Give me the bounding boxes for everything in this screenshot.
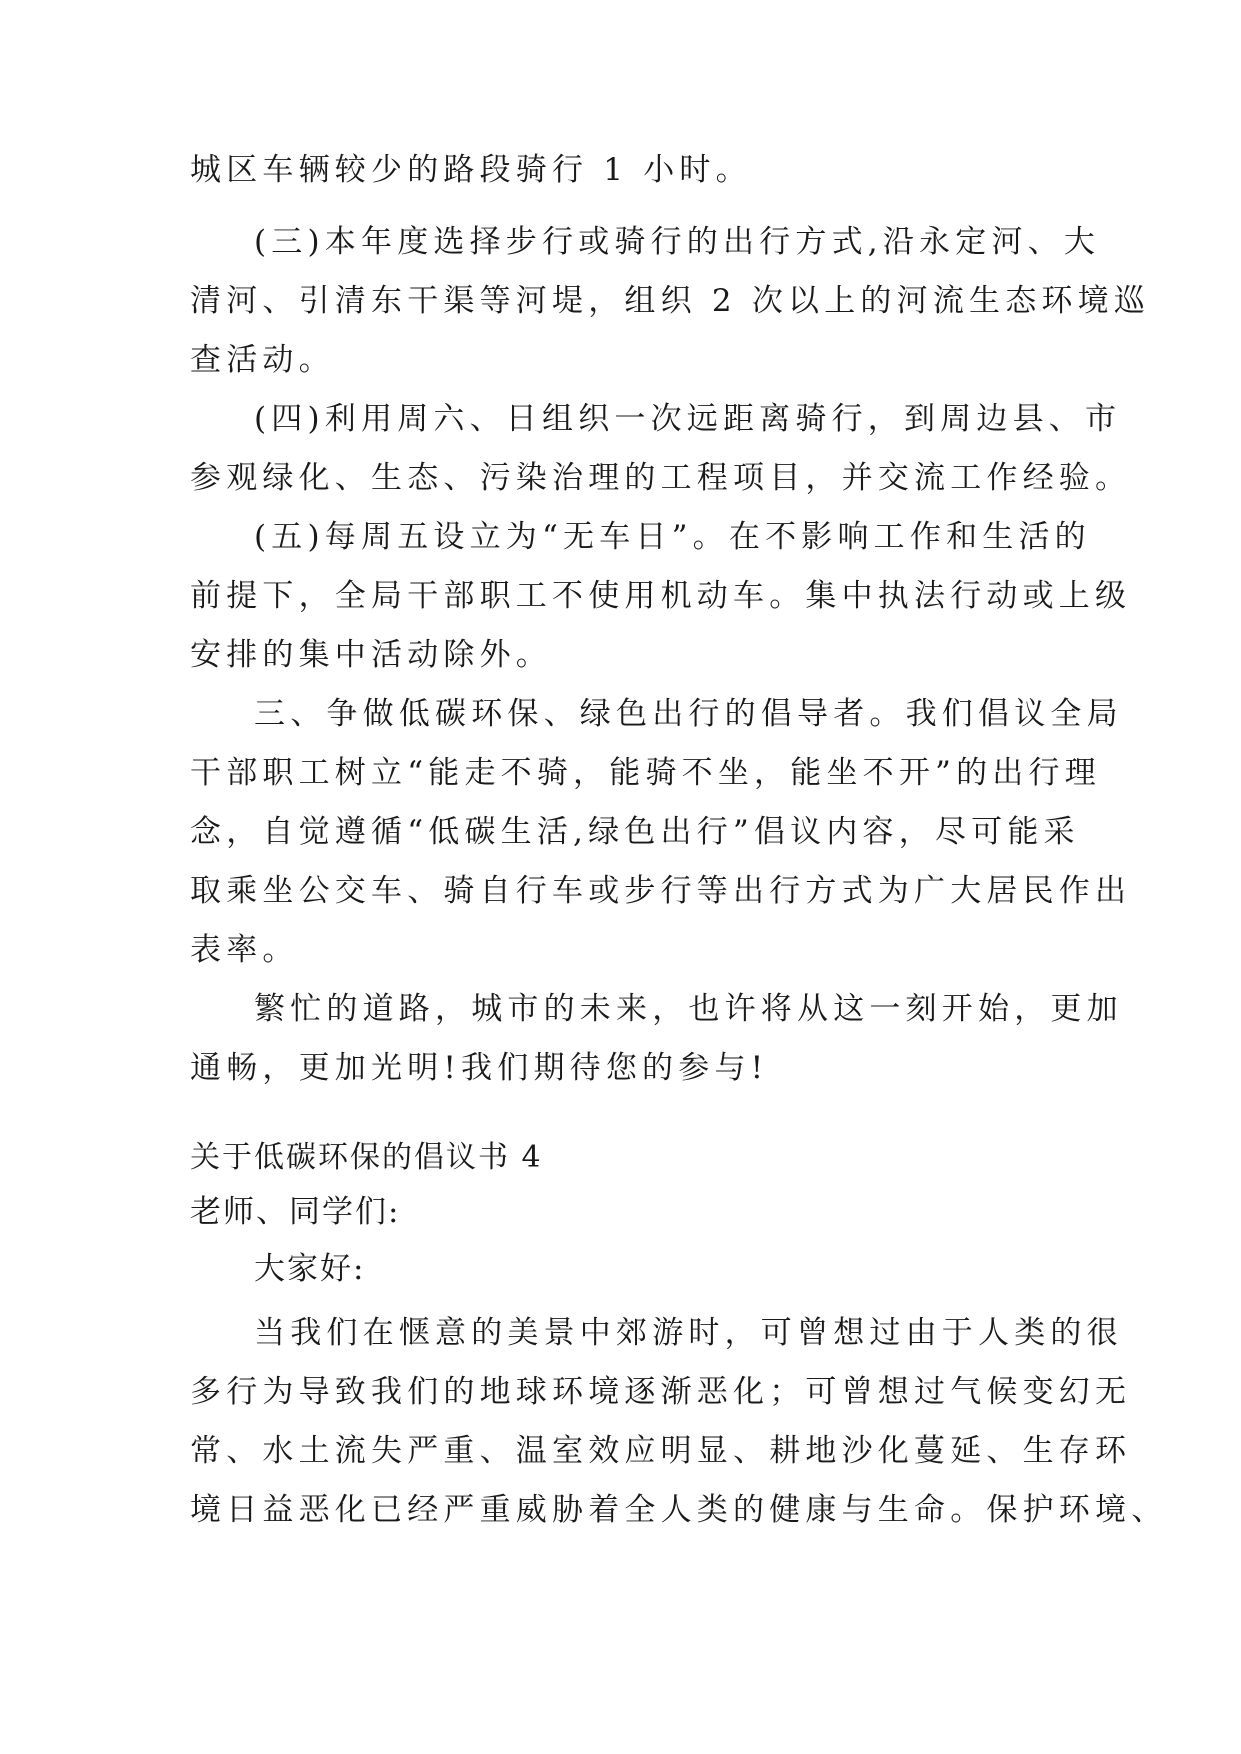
section-heading: 关于低碳环保的倡议书 4: [190, 1140, 543, 1175]
salutation: 老师、同学们:: [190, 1194, 401, 1230]
text-line: 表率。: [190, 932, 299, 968]
text-line: 参观绿化、生态、污染治理的工程项目，并交流工作经验。: [190, 460, 1132, 496]
text-line: 多行为导致我们的地球环境逐渐恶化；可曾想过气候变幻无: [190, 1374, 1132, 1410]
text-line: 境日益恶化已经严重威胁着全人类的健康与生命。保护环境、: [190, 1492, 1168, 1528]
text-line: 安排的集中活动除外。: [190, 637, 552, 673]
text-line: 查活动。: [190, 342, 335, 378]
text-line: 当我们在惬意的美景中郊游时，可曾想过由于人类的很: [254, 1315, 1123, 1351]
text-line: (四)利用周六、日组织一次远距离骑行，到周边县、市: [254, 401, 1122, 437]
text-line: 常、水土流失严重、温室效应明显、耕地沙化蔓延、生存环: [190, 1433, 1132, 1469]
text-line: 城区车辆较少的路段骑行 1 小时。: [190, 152, 752, 188]
text-line: 通畅，更加光明!我们期待您的参与!: [190, 1050, 769, 1086]
text-line: 三、争做低碳环保、绿色出行的倡导者。我们倡议全局: [254, 696, 1123, 732]
text-line: 前提下，全局干部职工不使用机动车。集中执法行动或上级: [190, 578, 1132, 614]
text-line: (三)本年度选择步行或骑行的出行方式,沿永定河、大: [254, 224, 1101, 260]
text-line: 干部职工树立“能走不骑，能骑不坐，能坐不开”的出行理: [190, 755, 1101, 791]
text-line: 繁忙的道路，城市的未来，也许将从这一刻开始，更加: [254, 991, 1123, 1027]
greeting: 大家好:: [254, 1251, 366, 1287]
text-line: 清河、引清东干渠等河堤，组织 2 次以上的河流生态环境巡: [190, 283, 1151, 319]
text-line: 念，自觉遵循“低碳生活,绿色出行”倡议内容，尽可能采: [190, 814, 1080, 850]
text-line: 取乘坐公交车、骑自行车或步行等出行方式为广大居民作出: [190, 873, 1132, 909]
text-line: (五)每周五设立为“无车日”。在不影响工作和生活的: [254, 519, 1091, 555]
